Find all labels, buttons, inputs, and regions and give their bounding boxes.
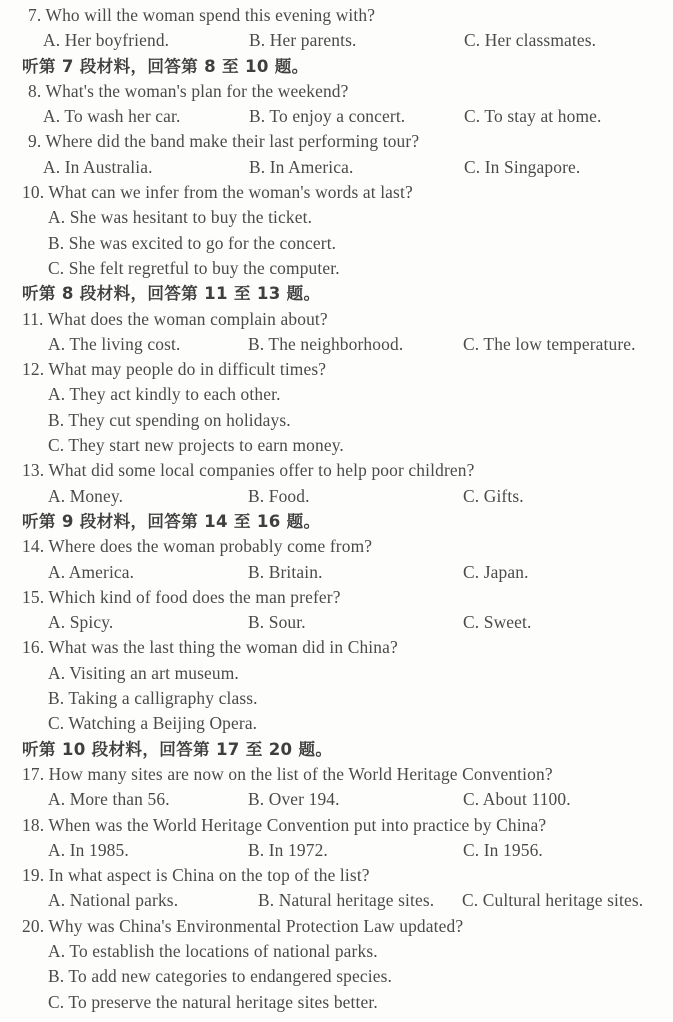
option-row xyxy=(0,560,673,585)
option-b[interactable]: B. Over 194. xyxy=(248,789,340,810)
option-c[interactable]: C. The low temperature. xyxy=(463,333,636,354)
question-stem: 9. Where did the band make their last performing tour? xyxy=(28,131,420,152)
option-a[interactable]: A. National parks. xyxy=(48,890,179,911)
question-stem: 15. Which kind of food does the man prefer? xyxy=(22,586,341,607)
option-row xyxy=(0,28,673,53)
option-c[interactable]: C. To stay at home. xyxy=(464,106,602,127)
option-row xyxy=(0,484,673,509)
option-c[interactable]: C. Her classmates. xyxy=(464,30,597,51)
question-stem: 10. What can we infer from the woman's words at last? xyxy=(22,182,413,203)
option-a[interactable]: A. America. xyxy=(48,561,135,582)
section-directive: 听第 10 段材料，回答第 17 至 20 题。 xyxy=(22,739,333,759)
option-b[interactable]: B. Sour. xyxy=(248,612,306,633)
section-directive: 听第 7 段材料，回答第 8 至 10 题。 xyxy=(22,56,309,76)
question-stem: 19. In what aspect is China on the top of the list? xyxy=(22,865,370,886)
option-c[interactable]: C. They start new projects to earn money. xyxy=(48,435,344,456)
option-c[interactable]: C. Cultural heritage sites. xyxy=(462,890,644,911)
option-a[interactable]: A. To establish the locations of national parks. xyxy=(48,940,378,961)
question-stem: 13. What did some local companies offer to help poor children? xyxy=(22,460,475,481)
question-stem: 17. How many sites are now on the list of the World Heritage Convention? xyxy=(22,763,553,784)
question-stem: 12. What may people do in difficult times? xyxy=(22,359,327,380)
option-c[interactable]: C. Japan. xyxy=(463,561,529,582)
option-c[interactable]: C. To preserve the natural heritage sites better. xyxy=(48,991,378,1012)
option-a[interactable]: A. The living cost. xyxy=(48,333,181,354)
question-stem: 18. When was the World Heritage Convention put into practice by China? xyxy=(22,814,547,835)
option-b[interactable]: B. Natural heritage sites. xyxy=(258,890,435,911)
option-row xyxy=(0,888,673,913)
option-b[interactable]: B. Taking a calligraphy class. xyxy=(48,688,258,709)
option-a[interactable]: A. Spicy. xyxy=(48,612,114,633)
option-c[interactable]: C. Watching a Beijing Opera. xyxy=(48,713,258,734)
option-b[interactable]: B. The neighborhood. xyxy=(248,333,404,354)
option-c[interactable]: C. In 1956. xyxy=(463,839,543,860)
section-directive: 听第 9 段材料，回答第 14 至 16 题。 xyxy=(22,511,321,531)
option-b[interactable]: B. Food. xyxy=(248,485,310,506)
option-b[interactable]: B. To enjoy a concert. xyxy=(249,106,406,127)
option-a[interactable]: A. They act kindly to each other. xyxy=(48,384,281,405)
option-row xyxy=(0,610,673,635)
option-b[interactable]: B. In 1972. xyxy=(248,839,328,860)
option-b[interactable]: B. Britain. xyxy=(248,561,323,582)
option-a[interactable]: A. In 1985. xyxy=(48,839,129,860)
option-b[interactable]: B. They cut spending on holidays. xyxy=(48,409,291,430)
option-a[interactable]: A. Her boyfriend. xyxy=(43,30,170,51)
option-a[interactable]: A. To wash her car. xyxy=(43,106,181,127)
option-b[interactable]: B. In America. xyxy=(249,156,354,177)
question-stem: 20. Why was China's Environmental Protection Law updated? xyxy=(22,915,464,936)
option-a[interactable]: A. More than 56. xyxy=(48,789,170,810)
option-c[interactable]: C. In Singapore. xyxy=(464,156,581,177)
option-row xyxy=(0,787,673,812)
option-c[interactable]: C. Sweet. xyxy=(463,612,532,633)
option-row xyxy=(0,104,673,129)
question-stem: 8. What's the woman's plan for the weekend? xyxy=(28,80,349,101)
option-a[interactable]: A. Visiting an art museum. xyxy=(48,662,239,683)
question-stem: 7. Who will the woman spend this evening with? xyxy=(28,5,376,25)
option-row xyxy=(0,332,673,357)
option-c[interactable]: C. Gifts. xyxy=(463,485,524,506)
question-stem: 16. What was the last thing the woman did in China? xyxy=(22,637,398,658)
option-c[interactable]: C. About 1100. xyxy=(463,789,571,810)
option-b[interactable]: B. Her parents. xyxy=(249,30,357,51)
option-row xyxy=(0,155,673,180)
option-b[interactable]: B. She was excited to go for the concert. xyxy=(48,232,337,253)
question-stem: 14. Where does the woman probably come from? xyxy=(22,536,373,557)
option-row xyxy=(0,838,673,863)
section-directive: 听第 8 段材料，回答第 11 至 13 题。 xyxy=(22,284,321,304)
question-stem: 11. What does the woman complain about? xyxy=(22,308,328,329)
option-a[interactable]: A. She was hesitant to buy the ticket. xyxy=(48,207,313,228)
option-a[interactable]: A. Money. xyxy=(48,485,124,506)
option-c[interactable]: C. She felt regretful to buy the computer. xyxy=(48,257,340,278)
option-a[interactable]: A. In Australia. xyxy=(43,156,153,177)
option-b[interactable]: B. To add new categories to endangered species. xyxy=(48,966,393,987)
